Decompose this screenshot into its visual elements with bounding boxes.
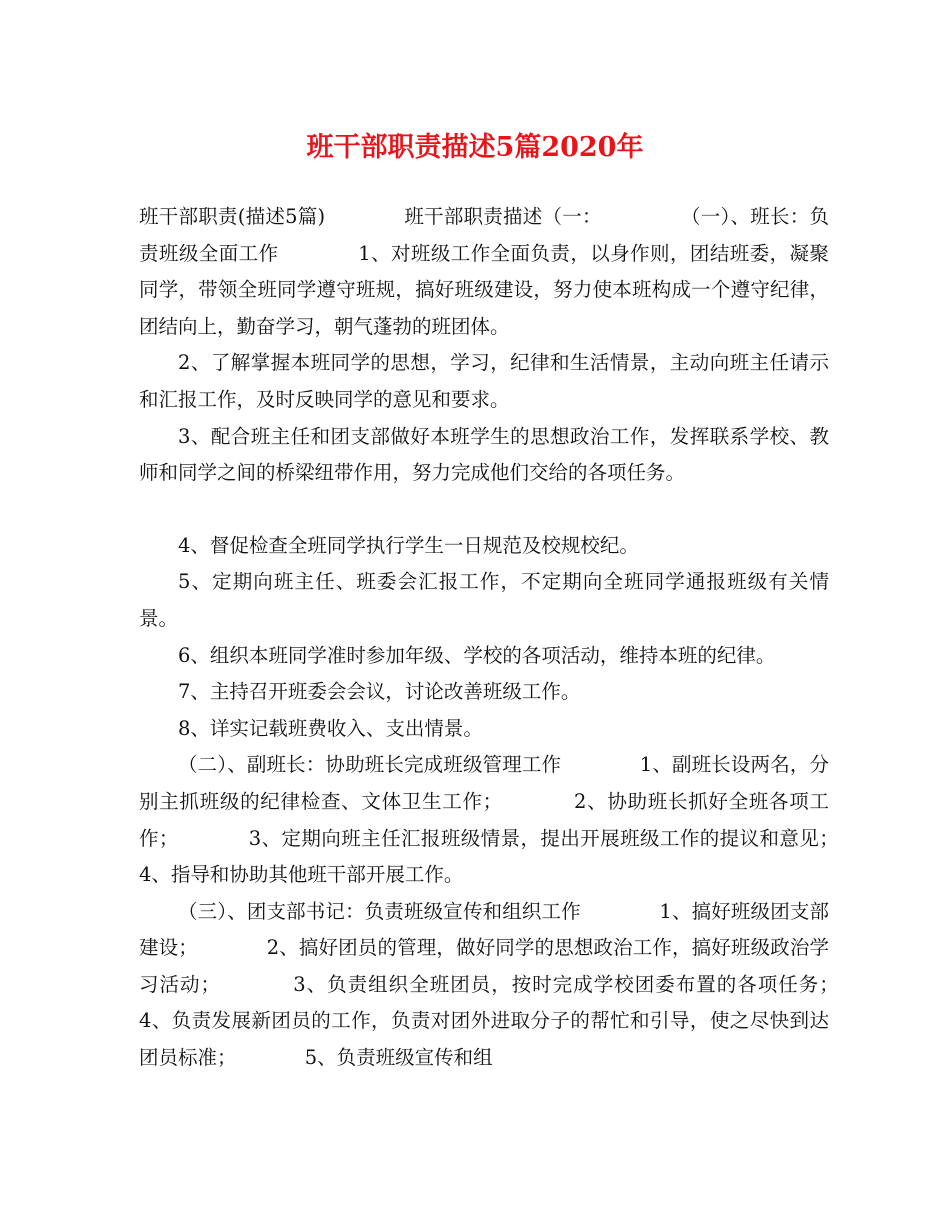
document-title: 班干部职责描述5篇2020年 xyxy=(306,132,644,163)
paragraph-duty-7: 7、主持召开班委会会议，讨论改善班级工作。 xyxy=(178,680,581,704)
paragraph-intro-monitor: 班干部职责(描述5篇) 班干部职责描述（一： （一）、班长：负责班级全面工作 1、对班级工作全面负责，以身作则，团结班委，凝聚同学，带领全班同学遵守班规，搞好班级建设，努力使本班构成一个遵守纪律，团结向上，勤奋学习，朝气蓬勃的班团体。 xyxy=(139,205,829,338)
paragraph-duty-6: 6、组织本班同学准时参加年级、学校的各项活动，维持本班的纪律。 xyxy=(178,643,776,667)
paragraph-duty-2: 2、了解掌握本班同学的思想，学习，纪律和生活情景，主动向班主任请示和汇报工作，及时反映同学的意见和要求。 xyxy=(139,351,829,411)
document-body xyxy=(139,199,908,1077)
paragraph-duty-8: 8、详实记载班费收入、支出情景。 xyxy=(178,716,483,740)
paragraph-vice-monitor: （二）、副班长：协助班长完成班级管理工作 1、副班长设两名，分别主抓班级的纪律检查、文体卫生工作； 2、协助班长抓好全班各项工作； 3、定期向班主任汇报班级情景，提出开展班级工作的提议和意见； 4、指导和协助其他班干部开展工作。 xyxy=(139,753,908,887)
paragraph-duty-3: 3、配合班主任和团支部做好本班学生的思想政治工作，发挥联系学校、教师和同学之间的桥梁纽带作用，努力完成他们交给的各项任务。 xyxy=(139,424,829,485)
paragraph-league-secretary: （三）、团支部书记：负责班级宣传和组织工作 1、搞好班级团支部建设； 2、搞好团员的管理，做好同学的思想政治工作，搞好班级政治学习活动； 3、负责组织全班团员，按时完成学校团委布置的各项任务； 4、负责发展新团员的工作，负责对团外进取分子的帮忙和引导，使之尽快到达团员标准； 5、负责班级宣传和组 xyxy=(139,899,908,1070)
paragraph-duty-5: 5、定期向班主任、班委会汇报工作，不定期向全班同学通报班级有关情景。 xyxy=(139,570,829,630)
paragraph-duty-4: 4、督促检查全班同学执行学生一日规范及校规校纪。 xyxy=(178,533,639,557)
